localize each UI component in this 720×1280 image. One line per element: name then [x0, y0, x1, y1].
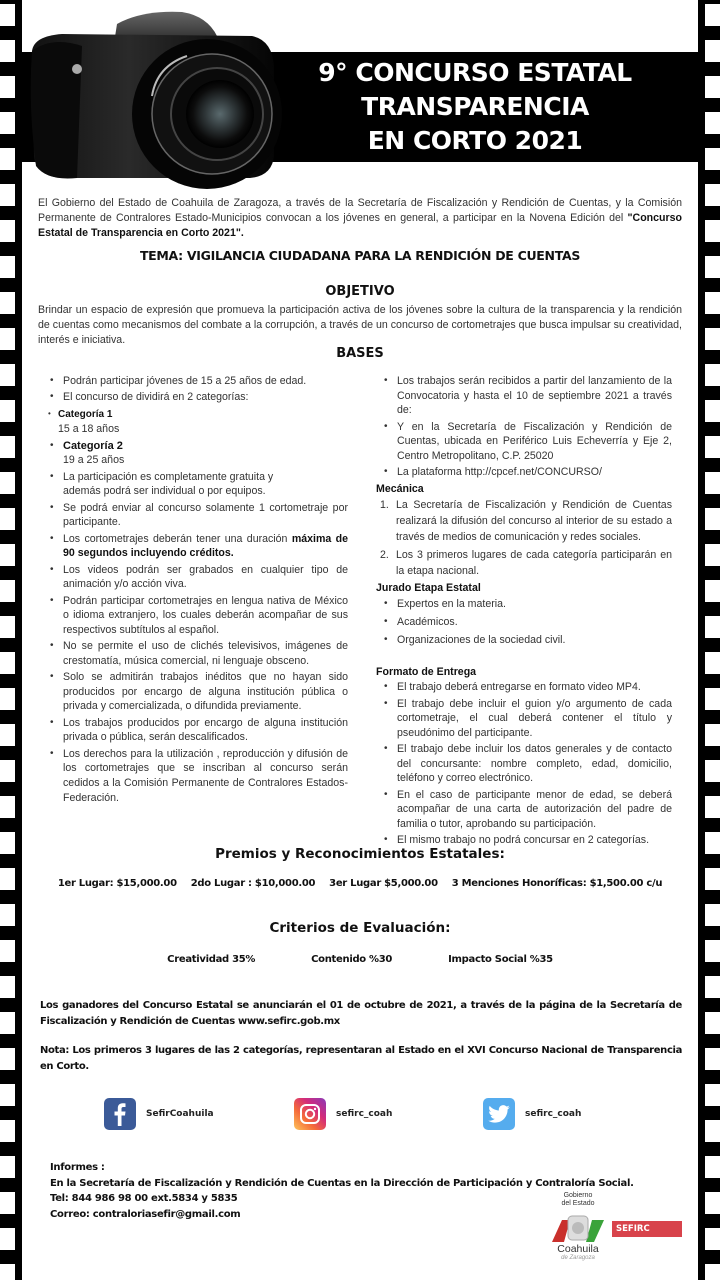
social-instagram[interactable] [294, 1098, 392, 1130]
film-hole [0, 760, 15, 782]
criterio-contenido: Contenido %30 [311, 954, 393, 965]
formato-item: • El trabajo deberá entregarse en formato video MP4. [382, 680, 672, 695]
film-hole [0, 112, 15, 134]
poster [22, 0, 698, 1280]
film-hole [0, 904, 15, 926]
list-item: • El concurso de dividirá en 2 categorías: [48, 390, 348, 405]
film-hole [705, 724, 720, 746]
intro-bold-title: "Concurso Estatal de Transparencia en Corto 2021". [38, 212, 682, 239]
bases-left-column [48, 374, 348, 807]
film-hole [0, 1120, 15, 1142]
premios-list [22, 878, 698, 889]
film-hole [0, 472, 15, 494]
formato-item: • En el caso de participante menor de edad, se deberá acompañar de una carta de autorización del padre de familia o tutor, aprobando su participación. [382, 788, 672, 832]
film-hole [0, 40, 15, 62]
facebook-handle[interactable]: SefirCoahuila [146, 1109, 214, 1119]
premios-heading: Premios y Reconocimientos Estatales: [215, 846, 505, 862]
film-strip-right [698, 0, 720, 1280]
formato-item: • El mismo trabajo no podrá concursar en 2 categorías. [382, 833, 672, 848]
film-hole [705, 472, 720, 494]
nacional-note: Nota: Los primeros 3 lugares de las 2 categorías, representaran al Estado en el XVI Concurso Nacional de Transparencia en Corto. [40, 1045, 682, 1072]
film-hole [705, 328, 720, 350]
film-hole [705, 184, 720, 206]
informes-label: Informes : [50, 1162, 105, 1173]
list-item: • Podrán participar jóvenes de 15 a 25 años de edad. [48, 374, 348, 389]
film-hole [705, 1012, 720, 1034]
list-item-category-1 [48, 407, 348, 437]
film-hole [0, 1048, 15, 1070]
zaragoza-label: de Zaragoza [561, 1255, 595, 1261]
bases-right-column [376, 374, 672, 850]
film-hole [0, 328, 15, 350]
film-hole [705, 940, 720, 962]
gobierno-label: Gobierno del Estado [561, 1192, 595, 1207]
sefirc-badge: SEFIRC [612, 1221, 682, 1237]
mecanica-item: 1. La Secretaría de Fiscalización y Rendición de Cuentas realizará la difusión del concurso al interior de su estado a través de medios de comunicación y redes sociales. [376, 497, 672, 545]
film-hole [705, 4, 720, 26]
prize-honorable-mentions: 3 Menciones Honoríficas: $1,500.00 c/u [451, 878, 663, 889]
film-hole [705, 976, 720, 998]
list-item: • Los trabajos serán recibidos a partir del lanzamiento de la Convocatoria y hasta el 10 de septiembre 2021 a través de: [382, 374, 672, 418]
list-item: • Los trabajos producidos por encargo de alguna institución privada o pública, serán descalificados. [48, 716, 348, 745]
mecanica-item: 2. Los 3 primeros lugares de cada categoría participarán en la etapa nacional. [376, 547, 672, 579]
film-hole [0, 256, 15, 278]
film-hole [0, 580, 15, 602]
prize-3rd: 3er Lugar $5,000.00 [329, 878, 438, 889]
social-facebook[interactable] [104, 1098, 214, 1130]
category-2-label: Categoría 2 [63, 439, 123, 452]
item-bold-text: máxima de 90 segundos incluyendo créditos. [63, 532, 349, 560]
film-hole [0, 1012, 15, 1034]
title-line-2: TRANSPARENCIA [361, 92, 589, 121]
film-hole [705, 544, 720, 566]
film-hole [0, 292, 15, 314]
informes-address: En la Secretaría de Fiscalización y Rendición de Cuentas en la Dirección de Participación y Contraloría Social. [50, 1177, 634, 1189]
formato-item: • El trabajo debe incluir los datos generales y de contacto del concursante: nombre completo, edad, domicilio, teléfono y correo electrónico. [382, 742, 672, 786]
film-hole [0, 976, 15, 998]
social-twitter[interactable] [483, 1098, 581, 1130]
film-hole [705, 256, 720, 278]
film-hole [0, 940, 15, 962]
film-hole [705, 1264, 720, 1280]
intro-paragraph [38, 196, 682, 241]
film-hole [705, 832, 720, 854]
category-2-range: 19 a 25 años [63, 454, 125, 467]
item-text: La participación es completamente gratuita y [63, 470, 274, 483]
category-1-range: 15 a 18 años [58, 423, 120, 436]
jurado-item: • Académicos. [382, 614, 672, 630]
film-hole [0, 1228, 15, 1250]
list-item [48, 532, 348, 561]
film-hole [705, 868, 720, 890]
informes-phone: Tel: 844 986 98 00 ext.5834 y 5835 [50, 1193, 238, 1204]
intro-text: El Gobierno del Estado de Coahuila de Zaragoza, a través de la Secretaría de Fiscalización y Rendición de Cuentas, y la Comisión Permanente de Contralores Estado-Municipios convocan a los jóvenes en general, a participar en la Novena Edición del [38, 197, 682, 224]
film-hole [705, 1048, 720, 1070]
film-hole [705, 220, 720, 242]
film-strip-left [0, 0, 22, 1280]
film-hole [0, 76, 15, 98]
ganadores-note: Los ganadores del Concurso Estatal se anunciarán el 01 de octubre de 2021, a través de la página de la Secretaría de Fiscalización y Rendición de Cuentas www.sefirc.gob.mx [40, 1000, 682, 1027]
title-line-1: 9° CONCURSO ESTATAL [318, 58, 632, 87]
film-hole [0, 4, 15, 26]
coat-of-arms-icon [552, 1214, 604, 1242]
list-item: • La plataforma http://cpcef.net/CONCURSO/ [382, 465, 672, 480]
film-hole [0, 1156, 15, 1178]
film-hole [0, 436, 15, 458]
prize-2nd: 2do Lugar : $10,000.00 [190, 878, 316, 889]
twitter-handle[interactable]: sefirc_coah [525, 1109, 582, 1119]
film-hole [705, 760, 720, 782]
item-text: además podrá ser individual o por equipos. [63, 485, 266, 498]
film-hole [0, 616, 15, 638]
list-item: • Se podrá enviar al concurso solamente 1 cortometraje por participante. [48, 501, 348, 530]
objetivo-heading: OBJETIVO [325, 284, 395, 299]
list-item-category-2 [48, 439, 348, 468]
formato-heading: Formato de Entrega [376, 665, 477, 678]
film-hole [0, 796, 15, 818]
film-hole [0, 544, 15, 566]
list-item: • Podrán participar cortometrajes en lengua nativa de México o idioma extranjero, los cuales deberán acompañar de sus respectivos subtítulos al español. [48, 594, 348, 638]
film-hole [705, 148, 720, 170]
coahuila-label: Coahuila [557, 1243, 599, 1255]
film-hole [705, 1156, 720, 1178]
film-hole [0, 868, 15, 890]
film-hole [705, 436, 720, 458]
jurado-item: • Expertos en la materia. [382, 596, 672, 612]
gobierno-coahuila-sefirc-logo [542, 1192, 702, 1272]
film-hole [705, 1192, 720, 1214]
list-item: • Solo se admitirán trabajos inéditos que no hayan sido producidos por encargo de alguna institución pública o privada y comercializada, o difundida previamente. [48, 670, 348, 714]
category-1-label: Categoría 1 [58, 408, 113, 420]
film-hole [705, 688, 720, 710]
twitter-icon[interactable] [483, 1098, 515, 1130]
film-hole [0, 184, 15, 206]
poster-title [252, 56, 698, 158]
list-item: • Y en la Secretaría de Fiscalización y Rendición de Cuentas, ubicada en Periférico Luis Echeverría y Eje 2, Centro Metropolitano, C.P. 25020 [382, 420, 672, 464]
criterios-list [22, 954, 698, 965]
title-line-3: EN CORTO 2021 [367, 126, 583, 155]
film-hole [0, 508, 15, 530]
film-hole [705, 112, 720, 134]
criterios-heading: Criterios de Evaluación: [269, 920, 451, 936]
list-item: • Los derechos para la utilización , reproducción y difusión de los cortometrajes que se inscriban al concurso serán cedidos a la Comisión Permanente de Contralores Estados-Federación. [48, 747, 348, 805]
film-hole [705, 1120, 720, 1142]
list-item [48, 470, 348, 499]
film-hole [705, 652, 720, 674]
instagram-handle[interactable]: sefirc_coah [336, 1109, 393, 1119]
film-hole [0, 1192, 15, 1214]
mecanica-heading: Mecánica [376, 482, 424, 495]
film-hole [0, 364, 15, 386]
film-hole [705, 364, 720, 386]
film-hole [705, 292, 720, 314]
film-hole [705, 904, 720, 926]
facebook-icon[interactable] [104, 1098, 136, 1130]
list-item: • Los videos podrán ser grabados en cualquier tipo de animación y/o acción viva. [48, 563, 348, 592]
objetivo-text: Brindar un espacio de expresión que promueva la participación activa de los jóvenes sobre la cultura de la transparencia y la rendición de cuentas como mecanismos del combate a la corrupción, a través de un concurso de cortometrajes que busca impulsar su creatividad, interés e iniciativa. [38, 304, 682, 346]
tema-heading: TEMA: VIGILANCIA CIUDADANA PARA LA RENDICIÓN DE CUENTAS [139, 248, 581, 263]
jurado-item: • Organizaciones de la sociedad civil. [382, 632, 672, 648]
informes-email: Correo: contraloriasefir@gmail.com [50, 1208, 241, 1220]
film-hole [705, 1084, 720, 1106]
film-hole [0, 724, 15, 746]
film-hole [705, 796, 720, 818]
formato-item: • El trabajo debe incluir el guion y/o argumento de cada cortometraje, el cual deberá contener el título y pseudónimo del participante. [382, 697, 672, 741]
list-item: • No se permite el uso de clichés televisivos, imágenes de crestomatía, música comercial, ni lenguaje obsceno. [48, 639, 348, 668]
film-hole [705, 40, 720, 62]
film-hole [0, 220, 15, 242]
instagram-icon[interactable] [294, 1098, 326, 1130]
film-hole [0, 652, 15, 674]
film-hole [705, 1228, 720, 1250]
film-hole [0, 832, 15, 854]
film-hole [0, 400, 15, 422]
film-hole [0, 688, 15, 710]
film-hole [705, 616, 720, 638]
prize-1st: 1er Lugar: $15,000.00 [57, 878, 177, 889]
bases-heading: BASES [336, 346, 384, 361]
film-hole [705, 76, 720, 98]
criterio-creatividad: Creatividad 35% [167, 954, 256, 965]
jurado-heading: Jurado Etapa Estatal [376, 581, 481, 594]
film-hole [705, 400, 720, 422]
item-text: Los cortometrajes deberán tener una duración [63, 532, 292, 545]
film-hole [705, 508, 720, 530]
film-hole [705, 580, 720, 602]
criterio-impacto-social: Impacto Social %35 [448, 954, 553, 965]
film-hole [0, 148, 15, 170]
film-hole [0, 1084, 15, 1106]
film-hole [0, 1264, 15, 1280]
